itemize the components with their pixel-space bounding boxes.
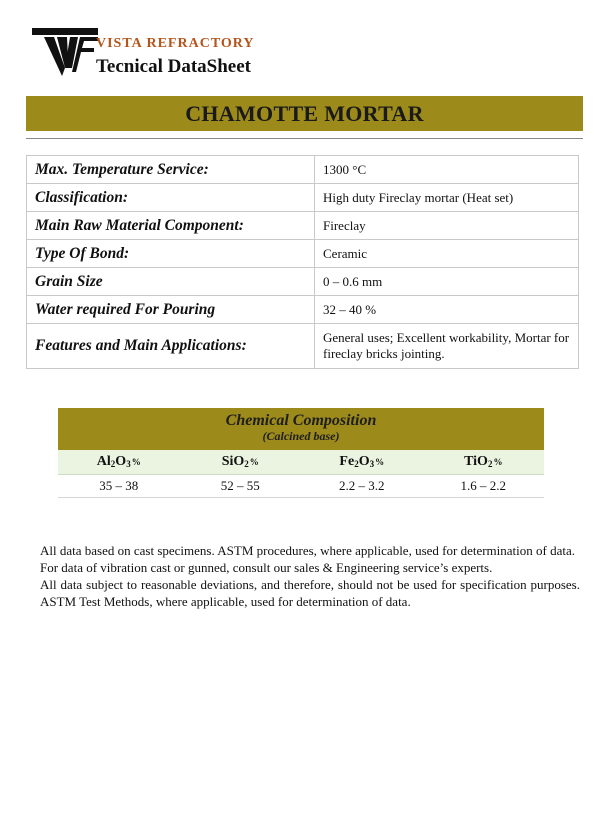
property-value: Fireclay bbox=[315, 212, 579, 240]
table-row bbox=[27, 212, 579, 240]
vista-logo-icon bbox=[32, 28, 98, 76]
property-value: 0 – 0.6 mm bbox=[315, 268, 579, 296]
component-tio2: TiO$_2$% bbox=[464, 454, 503, 469]
title-divider bbox=[26, 138, 583, 139]
value-fe2o3: 2.2 – 3.2 bbox=[339, 478, 385, 493]
property-value: High duty Fireclay mortar (Heat set) bbox=[315, 184, 579, 212]
document-type: Tecnical DataSheet bbox=[96, 56, 251, 77]
table-row bbox=[27, 296, 579, 324]
table-row bbox=[27, 268, 579, 296]
property-value: Ceramic bbox=[315, 240, 579, 268]
property-label: Main Raw Material Component: bbox=[27, 212, 315, 240]
chemical-title: Chemical Composition bbox=[225, 412, 377, 429]
component-al2o3: $Al_2O_3\%$ bbox=[96, 454, 141, 469]
value-al2o3: 35 – 38 bbox=[99, 478, 139, 493]
property-label: Grain Size bbox=[27, 268, 315, 296]
table-row bbox=[27, 324, 579, 369]
property-value: 32 – 40 % bbox=[315, 296, 579, 324]
chemical-header bbox=[58, 408, 544, 450]
notes bbox=[40, 542, 580, 610]
note-paragraph: All data subject to reasonable deviations, and therefore, should not be used for specification purposes. ASTM Test Methods, where applicable, used for determination of data. bbox=[40, 577, 580, 609]
property-label: Water required For Pouring bbox=[27, 296, 315, 324]
chemical-subtitle: (Calcined base) bbox=[262, 429, 340, 443]
property-value: 1300 °C bbox=[315, 156, 579, 184]
value-tio2: 1.6 – 2.2 bbox=[460, 478, 506, 493]
product-title: CHAMOTTE MORTAR bbox=[185, 100, 424, 126]
note-paragraph: For data of vibration cast or gunned, consult our sales & Engineering service’s experts. bbox=[40, 560, 493, 575]
value-sio2: 52 – 55 bbox=[220, 478, 260, 493]
chemical-labels-row bbox=[58, 450, 544, 475]
note-paragraph: All data based on cast specimens. ASTM procedures, where applicable, used for determination of data. bbox=[40, 543, 575, 558]
title-bar bbox=[26, 96, 583, 131]
property-value: General uses; Excellent workability, Mortar for fireclay bricks jointing. bbox=[315, 324, 579, 369]
chemical-composition-table bbox=[58, 408, 544, 498]
component-fe2o3: $Fe_2O_3\%$ bbox=[339, 454, 385, 469]
property-label: Classification: bbox=[27, 184, 315, 212]
table-row bbox=[27, 240, 579, 268]
brand-name: VISTA REFRACTORY bbox=[96, 36, 255, 51]
property-label: Type Of Bond: bbox=[27, 240, 315, 268]
property-label: Max. Temperature Service: bbox=[27, 156, 315, 184]
properties-table bbox=[26, 155, 579, 369]
component-sio2: SiO$_2$% bbox=[221, 454, 259, 469]
table-row bbox=[27, 184, 579, 212]
chemical-values-row bbox=[58, 475, 544, 498]
property-label: Features and Main Applications: bbox=[27, 324, 315, 369]
table-row bbox=[27, 156, 579, 184]
